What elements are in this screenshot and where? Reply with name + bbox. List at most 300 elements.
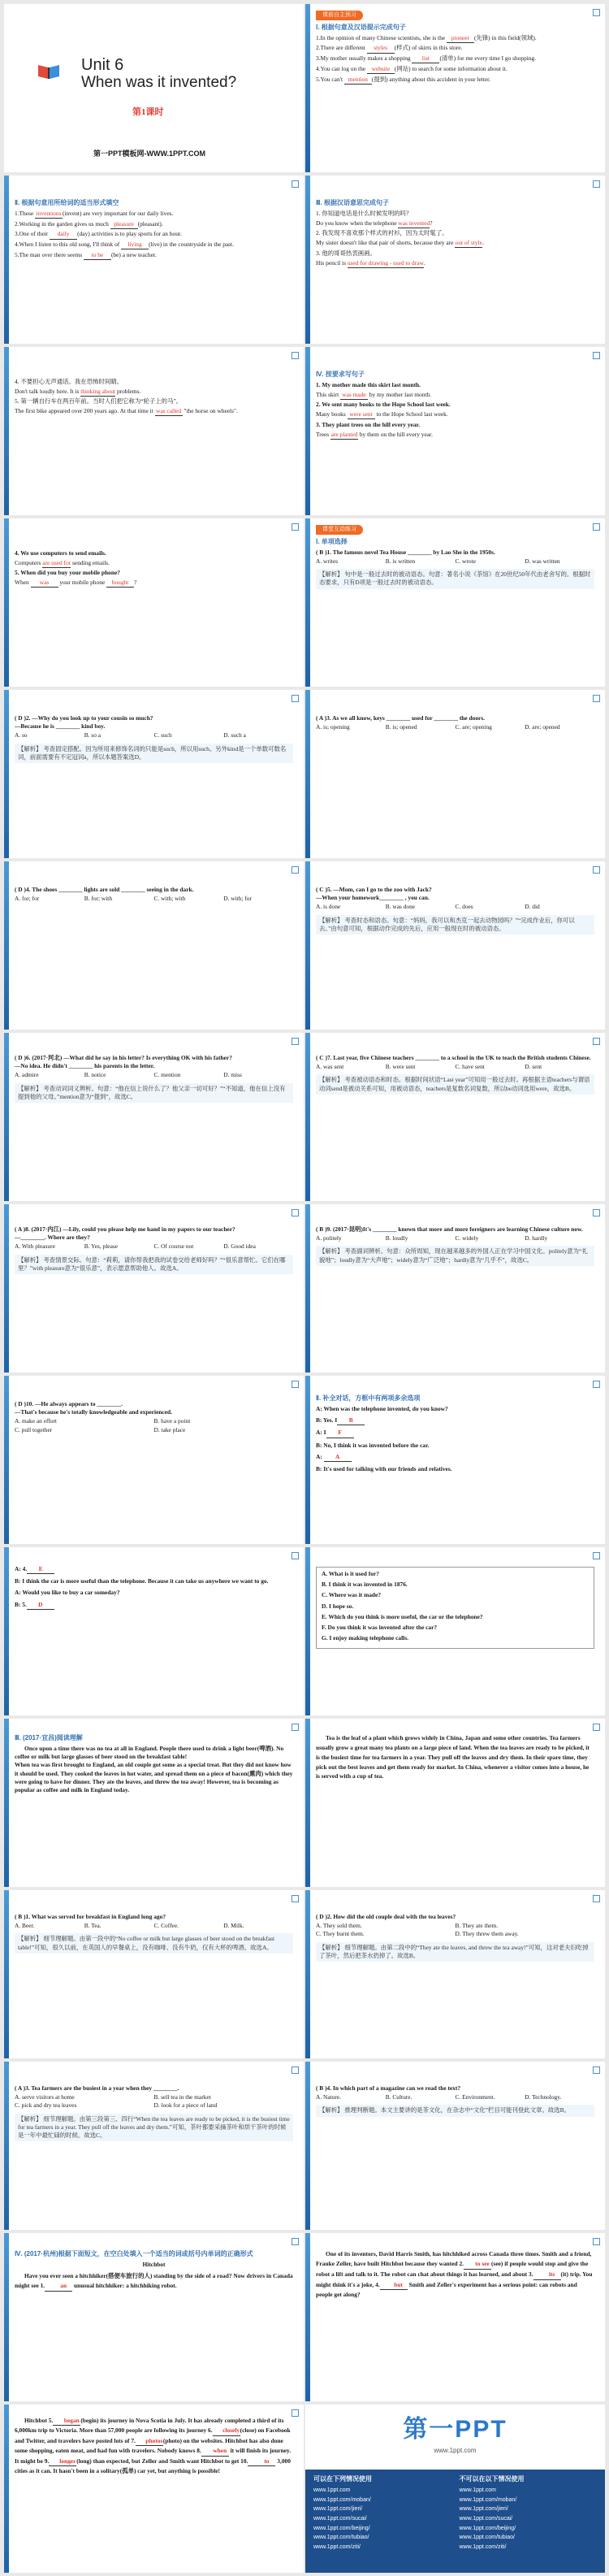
slide-20 bbox=[305, 1547, 605, 1715]
slide-25 bbox=[4, 2062, 304, 2230]
option[interactable]: B. loudly bbox=[385, 1234, 408, 1242]
ad-link[interactable]: www.1ppt.com bbox=[459, 2487, 497, 2494]
options-row bbox=[15, 1922, 293, 1930]
exercise-line bbox=[316, 219, 594, 228]
section-heading: Ⅲ. 根据汉语意思完成句子 bbox=[316, 199, 389, 206]
ad-link[interactable]: www.1ppt.com/ziti/ bbox=[313, 2543, 361, 2550]
option[interactable]: C. wrote bbox=[455, 557, 476, 565]
text-fragment: Many books bbox=[316, 410, 348, 418]
slide-13 bbox=[4, 1033, 304, 1201]
dialogue-line bbox=[316, 1429, 594, 1438]
dialogue-line bbox=[316, 1416, 594, 1425]
slide-21 bbox=[4, 1719, 304, 1887]
slide-9 bbox=[4, 690, 304, 858]
option[interactable]: A. serve visitors at home bbox=[15, 2093, 75, 2101]
slide-15 bbox=[4, 1204, 304, 1373]
answer-blank: A bbox=[324, 1453, 352, 1462]
original-sentence: 4. We use computers to send emails. bbox=[15, 549, 106, 557]
ad-link[interactable]: www.1ppt.com/sucai/ bbox=[459, 2516, 513, 2522]
dialogue-line bbox=[15, 1601, 293, 1610]
slide-22 bbox=[305, 1719, 605, 1887]
option[interactable]: A. They sold them. bbox=[316, 1922, 362, 1930]
text-fragment: Computers bbox=[15, 558, 43, 566]
text-fragment: ? bbox=[430, 219, 433, 227]
text-fragment: When bbox=[15, 579, 31, 587]
text-fragment: When I listen to this old song, I'll think of bbox=[19, 241, 122, 249]
page-title: When was it invented? bbox=[81, 74, 237, 91]
section-heading: Ⅲ. (2017·宜昌)阅读理解 bbox=[15, 1734, 83, 1741]
option[interactable]: D. They threw them away. bbox=[455, 1930, 519, 1938]
text-fragment: (be) a new teacher. bbox=[110, 250, 157, 258]
options-row bbox=[316, 1922, 594, 1938]
answer-blank: E bbox=[27, 1565, 54, 1574]
exercise-line bbox=[15, 388, 293, 397]
allowed-title: 可以在下列情况使用 bbox=[313, 2475, 372, 2483]
option[interactable]: B. so a bbox=[84, 731, 102, 739]
text-fragment: (清单) for me every time I go shopping. bbox=[439, 54, 537, 63]
answer-blank: list bbox=[412, 54, 439, 63]
answer-blank: out of style bbox=[455, 239, 482, 248]
disallowed-title: 不可以在以下情况使用 bbox=[459, 2475, 525, 2483]
dialogue-line bbox=[316, 1465, 594, 1473]
explanation: 【解析】 考查副词辨析。句意：众所周知，现在越来越多的外国人正在学习中国文化。politely意为“礼貌地”；loudly意为“大声地”；widely意为“广泛地”；hardly意为“几乎不”，故选C。 bbox=[316, 1246, 594, 1265]
title-slide bbox=[4, 4, 304, 172]
option[interactable]: D. with; for bbox=[223, 895, 252, 903]
ad-link[interactable]: www.1ppt.com/ziti/ bbox=[459, 2543, 507, 2550]
text-fragment: The man over there seems bbox=[19, 250, 84, 258]
option[interactable]: B. for; with bbox=[84, 895, 113, 903]
option[interactable]: A. writes bbox=[316, 557, 339, 565]
question-stem: ( D )10. —He always appears to ________. —That's because he's totally knowledgeable and experienced. bbox=[15, 1400, 173, 1416]
answer-blank: are used for bbox=[42, 559, 71, 568]
text-fragment: by them on the hill every year. bbox=[358, 430, 433, 438]
text-fragment: (day) activities is to play sports for an hour. bbox=[77, 230, 182, 238]
question-stem: ( B )1. What was served for breakfast in England long ago? bbox=[15, 1913, 166, 1920]
question-stem: ( D )4. The shoes ________ lights are sold ________ seeing in the dark. bbox=[15, 886, 194, 893]
text-fragment: by my mother last month. bbox=[367, 390, 431, 398]
blank-number: 4. bbox=[22, 1565, 28, 1572]
section-heading: Ⅰ. 根据句意及汉语提示完成句子 bbox=[316, 23, 406, 31]
explanation: 【解析】 考查动词词义辨析。句意：“他在信上说什么了？他父亲一切可好？”“不知道，他在信上没有提到他的父母。”mention意为“提到”，故选C。 bbox=[15, 1083, 293, 1103]
option[interactable]: B. sell tea in the market bbox=[153, 2093, 211, 2101]
text-fragment: One of their bbox=[19, 230, 50, 238]
option[interactable]: C. They burnt them. bbox=[316, 1930, 365, 1938]
chinese-prompt: 1. 你知道电话是什么时候发明的吗？ bbox=[316, 210, 412, 218]
slide-28 bbox=[305, 2233, 605, 2401]
text-fragment: 5. bbox=[15, 250, 19, 258]
question-stem: ( A )3. As we all know, keys ________ used for ________ the doors. bbox=[316, 714, 486, 722]
question-stem: ( C )5. —Mom, can I go to the zoo with Jack? —When your homework________ , you can. bbox=[316, 886, 432, 902]
option[interactable]: D. did bbox=[525, 903, 540, 911]
box-option: G. I enjoy making telephone calls. bbox=[322, 1634, 408, 1642]
text-fragment: (样式) of skirts in this store. bbox=[394, 44, 463, 52]
answer-blank: are planted bbox=[330, 431, 358, 440]
text-fragment: Don't talk loudly here. It is bbox=[15, 387, 81, 395]
ad-link[interactable]: www.1ppt.com/tubiao/ bbox=[313, 2535, 369, 2541]
exercise-line bbox=[316, 259, 594, 268]
answer-blank: pioneer bbox=[447, 34, 474, 43]
option[interactable]: A. for; for bbox=[15, 895, 40, 903]
options-box bbox=[316, 1567, 594, 1649]
answer-blank: inventions bbox=[35, 210, 63, 219]
ad-link[interactable]: www.1ppt.com/moban/ bbox=[313, 2496, 371, 2503]
option[interactable]: C. pull together bbox=[15, 1425, 53, 1433]
text-fragment: 2. bbox=[316, 44, 321, 52]
options-row bbox=[316, 557, 594, 566]
book-icon bbox=[37, 63, 61, 80]
slide-30-ad bbox=[305, 2405, 605, 2573]
slide-27 bbox=[4, 2233, 304, 2401]
slide-19 bbox=[4, 1547, 304, 1715]
text-fragment: There are different bbox=[320, 44, 367, 52]
option[interactable]: D. miss bbox=[223, 1071, 242, 1079]
exercise-line bbox=[316, 410, 594, 419]
text-fragment: to the Hope School last week. bbox=[374, 410, 448, 418]
ad-link[interactable]: www.1ppt.com/sucai/ bbox=[313, 2516, 367, 2522]
explanation: 【解析】 细节理解题。由第二段中的“They ate the leaves, and threw the tea away!”可知，这对老夫妇吃掉了茶叶，然后把茶水扔掉了。故选B。 bbox=[316, 1942, 594, 1962]
text-fragment: 3. bbox=[316, 54, 321, 63]
exercise-line bbox=[15, 230, 293, 239]
option[interactable]: B. was done bbox=[385, 903, 416, 911]
speaker: A: bbox=[316, 1429, 322, 1437]
section-heading: Ⅱ. 补全对话，方框中有两项多余选项 bbox=[316, 1394, 421, 1402]
box-option: E. Which do you think is more useful, the car or the telephone? bbox=[322, 1612, 483, 1620]
option[interactable]: A. politely bbox=[316, 1234, 342, 1242]
exercise-line bbox=[316, 431, 594, 440]
section-heading: Ⅳ. 按要求写句子 bbox=[316, 371, 365, 378]
answer-blank: thinking about bbox=[80, 388, 115, 397]
option[interactable]: C. are; opening bbox=[455, 723, 492, 731]
original-sentence: 2. We sent many books to the Hope School last week. bbox=[316, 401, 451, 409]
option[interactable]: C. Environment. bbox=[455, 2093, 495, 2101]
text-fragment: You can log on the bbox=[320, 64, 367, 72]
ad-link[interactable]: www.1ppt.com/beijing/ bbox=[313, 2525, 370, 2531]
slide-12 bbox=[305, 861, 605, 1030]
option[interactable]: B. They ate them. bbox=[455, 1922, 499, 1930]
exercise-line bbox=[15, 241, 293, 249]
option[interactable]: C. pick and dry tea leaves bbox=[15, 2101, 77, 2110]
chinese-prompt: 3. 他的哥哥热衷画画。 bbox=[316, 249, 376, 257]
option[interactable]: D. Technology. bbox=[525, 2093, 562, 2101]
slide-24 bbox=[305, 1890, 605, 2058]
option[interactable]: B. Tea. bbox=[84, 1922, 102, 1930]
option[interactable]: C. Of course not bbox=[153, 1242, 194, 1251]
section-heading: Ⅱ. 根据句意用所给词的适当形式填空 bbox=[15, 199, 119, 206]
option[interactable]: A. was sent bbox=[316, 1063, 344, 1071]
question-stem: ( B )9. (2017·昆明)It's ________ known that more and more foreigners are learning Chinese culture now. bbox=[316, 1225, 583, 1233]
options-row bbox=[15, 1242, 293, 1251]
option[interactable]: A. so bbox=[15, 731, 28, 739]
answer-blank: B bbox=[337, 1416, 365, 1425]
option[interactable]: B. notice bbox=[84, 1071, 106, 1079]
dialogue-text: Yes. I bbox=[322, 1416, 338, 1425]
dialogue-line bbox=[15, 1589, 293, 1597]
slide-3 bbox=[4, 176, 304, 344]
original-sentence: 3. They plant trees on the hill every year. bbox=[316, 420, 420, 428]
option[interactable]: A. make an effort bbox=[15, 1417, 57, 1425]
answer-blank: website bbox=[367, 65, 395, 74]
text-fragment: His pencil is bbox=[316, 258, 348, 267]
question-stem: ( C )7. Last year, five Chinese teachers ________ to a school in the UK to teach the British students Chinese. bbox=[316, 1054, 591, 1061]
text-fragment: 1. bbox=[15, 210, 19, 218]
dialogue-text: No, I think it was invented before the car. bbox=[323, 1441, 430, 1449]
box-option: B. I think it was invented in 1876. bbox=[322, 1581, 408, 1589]
dialogue-line bbox=[15, 1565, 293, 1574]
speaker: B: bbox=[316, 1465, 322, 1473]
options-row bbox=[316, 903, 594, 911]
explanation: 【解析】 考查情景交际。句意：“莉莉，请你帮我把我的试卷交给老师好吗？”“很乐意帮忙。它们在哪里？”with pleasure意为“很乐意”，表示愿意帮助他人。故选A。 bbox=[15, 1255, 293, 1274]
speaker: B: bbox=[15, 1577, 21, 1585]
slide-18 bbox=[305, 1376, 605, 1544]
option[interactable]: A. With pleasure bbox=[15, 1242, 55, 1251]
exercise-line bbox=[15, 251, 293, 260]
text-fragment: (提到) anything about this accident in your letter. bbox=[371, 75, 491, 83]
text-fragment: . bbox=[482, 239, 485, 247]
question-stem: ( D )2. —Why do you look up to your cousin so much? —Because he is ________ kind boy. bbox=[15, 714, 153, 731]
option[interactable]: C. widely bbox=[455, 1234, 479, 1242]
section-heading: Ⅰ. 单项选择 bbox=[316, 537, 348, 545]
dialogue-line bbox=[316, 1453, 594, 1462]
speaker: B: bbox=[15, 1600, 21, 1608]
text-fragment: (live) in the countryside in the past. bbox=[149, 241, 234, 249]
text-fragment: You can't bbox=[320, 75, 344, 83]
text-fragment: 2. bbox=[15, 219, 19, 228]
explanation: 【解析】 句中是一般过去时的被动语态。句意：著名小说《茶馆》在20世纪50年代由老舍写的。根据时态要求，只有D项是一般过去时的被动语态。 bbox=[316, 569, 594, 588]
answer-blank: was made bbox=[340, 391, 368, 400]
ad-link[interactable]: www.1ppt.com bbox=[313, 2487, 351, 2494]
exercise-line bbox=[316, 44, 594, 53]
options-row bbox=[15, 1417, 293, 1433]
box-option: F. Do you think it was invented after the car? bbox=[322, 1624, 438, 1632]
question-stem: ( D )6. (2017·河北) —What did he say in his letter? Is everything OK with his father? —No idea. He didn't ________ his parents in the letter. bbox=[15, 1054, 232, 1070]
text-fragment: 4. bbox=[15, 241, 19, 249]
options-row bbox=[316, 723, 594, 731]
text-fragment: your mobile phone bbox=[58, 579, 107, 587]
slide-14 bbox=[305, 1033, 605, 1201]
slide-4 bbox=[305, 176, 605, 344]
option[interactable]: D. look for a piece of land bbox=[153, 2101, 218, 2110]
answer-blank: mention bbox=[344, 76, 372, 85]
option[interactable]: D. such a bbox=[223, 731, 246, 739]
text-fragment: 5. bbox=[316, 75, 321, 83]
ad-link[interactable]: www.1ppt.com/tubiao/ bbox=[459, 2535, 515, 2541]
unit-label: Unit 6 bbox=[81, 56, 124, 74]
slide-17 bbox=[4, 1376, 304, 1544]
text-fragment: problems. bbox=[115, 387, 141, 395]
option[interactable]: C. with; with bbox=[153, 895, 186, 903]
answer-blank: bought bbox=[106, 579, 134, 588]
option[interactable]: B. were sent bbox=[385, 1063, 416, 1071]
slide-8 bbox=[305, 518, 605, 687]
option[interactable]: D. are; opened bbox=[525, 723, 560, 731]
reading-passage: Tea is the leaf of a plant which grows widely in China, Japan and some other countries. Tea farmers usually grow a great many tea plants on a large piece of land. When the tea leaves are ready to be picked, it is the busiest time for tea farmers in a year. They pull off the leaves and dry them. In their spare time, they pick out the best leaves and get them ready for market. In China, whenever a visitor comes into a house, he is served with a cup of tea. bbox=[316, 1734, 590, 1780]
option[interactable]: A. Nature. bbox=[316, 2093, 341, 2101]
option[interactable]: B. have a point bbox=[153, 1417, 191, 1425]
original-sentence: 5. When did you buy your mobile phone? bbox=[15, 569, 120, 577]
option[interactable]: A. is done bbox=[316, 903, 341, 911]
text-fragment: My sister doesn't like that pair of shorts, because they are bbox=[316, 239, 456, 247]
question-stem: ( B )4. In which part of a magazine can we read the text? bbox=[316, 2084, 461, 2092]
option[interactable]: B. Yes, please bbox=[84, 1242, 119, 1251]
dialogue-text: I bbox=[323, 1429, 326, 1437]
option[interactable]: B. is; opened bbox=[385, 723, 417, 731]
text-fragment: (网站) to search for some information about it. bbox=[394, 64, 508, 72]
chinese-prompt: 4. 不要担心无声通话。我在恐怖时间睛。 bbox=[15, 378, 123, 385]
explanation: 【解析】 考查时态和语态。句意：“妈妈，我可以和杰克一起去动物园吗？”“完成作业后，你可以去。”由句意可知，根据动作完成的先后，应用一般现在时的被动语态。 bbox=[316, 915, 594, 935]
options-row bbox=[316, 1063, 594, 1071]
dialogue-line bbox=[316, 1442, 594, 1450]
dialogue-line bbox=[15, 1577, 293, 1585]
text-fragment: These bbox=[19, 210, 36, 218]
answer-blank: to be bbox=[84, 251, 111, 260]
exercise-line bbox=[15, 407, 293, 416]
option[interactable]: D. take place bbox=[153, 1425, 186, 1433]
slide-11 bbox=[4, 861, 304, 1030]
speaker: A: bbox=[15, 1589, 21, 1597]
reading-passage: Hitchbot 5. began (begin) its journey in Nova Scotia in July. It has already completed a third of its 6,000km trip to Victoria. More than 57,000 people are following its journey 6. closely(close) on Facebook and Twitter, and travelers have posted lots of 7. photos(photo) on the websites. Hitchbot has also done some shopping, eaten meat, and had fun with travelers. Nobody knows 8. when it will finish its journey. It might be 9. longer(long) than expected, but Zeller and Smith want Hitchbot to get 10. to 3,000 cities as it can. It hasn't been in a solitary(孤单) car yet, but anything is possible! bbox=[15, 2417, 292, 2475]
text-fragment: 3. bbox=[15, 230, 19, 238]
text-fragment: Do you know when the telephone bbox=[316, 219, 399, 227]
options-row bbox=[15, 895, 293, 903]
text-fragment: (invent) are very important for our daily lives. bbox=[63, 210, 174, 218]
slide-7 bbox=[4, 518, 304, 687]
lesson-label: 第1课时 bbox=[132, 107, 164, 117]
text-fragment: 4. bbox=[316, 64, 321, 72]
option[interactable]: C. Coffee. bbox=[153, 1922, 179, 1930]
text-fragment: In the opinion of many Chinese scientists, she is the bbox=[320, 33, 447, 41]
slide-16 bbox=[305, 1204, 605, 1373]
brand-logo: 第一PPT bbox=[403, 2416, 508, 2443]
ad-link[interactable]: www.1ppt.com/jieri/ bbox=[459, 2506, 508, 2513]
slide-23 bbox=[4, 1890, 304, 2058]
explanation: 【解析】 细节理解题。由第三段第三、四行“When the tea leaves are ready to be picked, it is the busiest time for tea farmers in a year. They pull off the leaves and dry them.”可知，茶叶都要采摘茶叶和烘干茶叶的时候是一年中最忙碌的时候。故选C。 bbox=[15, 2114, 293, 2142]
answer-blank: was bbox=[31, 579, 58, 588]
exercise-line bbox=[15, 220, 293, 229]
text-fragment: The first bike appeared over 200 years ago. At that time it bbox=[15, 407, 155, 415]
exercise-line bbox=[316, 239, 594, 248]
explanation: 【解析】 考查固定搭配。因为所用来修饰名词的只能是such，所以用such。另外kind是一个单数可数名词，前面需要有不定冠词a，所以本题答案选D。 bbox=[15, 744, 293, 763]
dialogue-text: I think the car is more useful than the telephone. Because it can take us anywhere we want to go. bbox=[22, 1577, 269, 1585]
chinese-prompt: 2. 我发现不喜欢那个样式的衬衫，因为太时髦了。 bbox=[316, 229, 448, 237]
option[interactable]: C. have sent bbox=[455, 1063, 485, 1071]
answer-blank: was called bbox=[155, 407, 183, 416]
passage-title: Hitchbot bbox=[142, 2261, 166, 2269]
text-fragment: (先锋) in this field(领域). bbox=[473, 33, 537, 41]
blank-number: 5. bbox=[22, 1600, 27, 1608]
speaker: A: bbox=[316, 1452, 322, 1460]
option[interactable]: D. was written bbox=[525, 557, 560, 565]
box-option: C. Where was it made? bbox=[322, 1591, 382, 1599]
answer-blank: daily bbox=[50, 230, 77, 239]
slide-26 bbox=[305, 2062, 605, 2230]
speaker: A: bbox=[15, 1565, 21, 1572]
ad-link[interactable]: www.1ppt.com/jieri/ bbox=[313, 2506, 363, 2513]
ad-link[interactable]: www.1ppt.com/beijing/ bbox=[459, 2525, 516, 2531]
slide-29 bbox=[4, 2405, 304, 2573]
options-row bbox=[316, 2093, 594, 2101]
section-tag: 课堂互动练习 bbox=[316, 525, 363, 535]
section-heading: Ⅳ. (2017·杭州)根据下面短文，在空白处填入一个适当的词或括号内单词的正确形式 bbox=[15, 2250, 253, 2257]
box-option: A. What is it used for? bbox=[322, 1570, 379, 1577]
reading-passage: Once upon a time there was no tea at all in England. People there used to drink a light beer(啤酒). No coffee or milk but large glasses of beer stood on the breakfast table! When tea was first brought to England, an old couple got some as a special treat. But they did not know how it should be used. They cooked the leaves in hot water, and spread them on a piece of bacon(熏肉) which they were going to have for dinner. They ate the leaves, and threw the tea away! However, tea is becoming as popular as coffee and milk in England today. bbox=[15, 1745, 293, 1794]
text-fragment: My mother usually makes a shopping bbox=[320, 54, 412, 63]
exercise-line bbox=[316, 65, 594, 74]
answer-blank: styles bbox=[367, 44, 395, 53]
dialogue-line bbox=[316, 1405, 594, 1413]
answer-blank: D bbox=[27, 1601, 54, 1610]
option[interactable]: D. Good idea bbox=[223, 1242, 256, 1251]
exercise-line bbox=[316, 54, 594, 63]
explanation: 【解析】 推理判断题。本文主要讲的是茶文化，在杂志中“文化”栏目可能刊登此文章。故选B。 bbox=[316, 2105, 594, 2116]
ad-link[interactable]: www.1ppt.com/moban/ bbox=[459, 2496, 517, 2503]
explanation: 【解析】 考查被动语态和时态。根据时间状语“Last year”可知用一般过去时。再根据主语teachers与谓语动词send是被动关系可知，用被动语态，teachers是复数名词复数，所以be动词选用were，故选B。 bbox=[316, 1074, 594, 1094]
answer-blank: used for drawing - used to draw bbox=[348, 259, 424, 268]
option[interactable]: C. does bbox=[455, 903, 473, 911]
text-fragment: Working in the garden gives us much bbox=[19, 219, 110, 228]
exercise-line bbox=[316, 34, 594, 43]
option[interactable]: C. mention bbox=[153, 1071, 181, 1079]
option[interactable]: B. is written bbox=[385, 557, 416, 565]
text-fragment: . bbox=[423, 258, 425, 267]
dialogue-text: Would you like to buy a car someday? bbox=[22, 1589, 120, 1597]
option[interactable]: D. sent bbox=[525, 1063, 542, 1071]
text-fragment: 1. bbox=[316, 33, 321, 41]
question-stem: ( B )1. The famous novel Tea House ________ by Lao She in the 1950s. bbox=[316, 548, 495, 556]
question-stem: ( A )3. Tea farmers are the busiest in a year when they ________. bbox=[15, 2084, 179, 2092]
answer-blank: were sent bbox=[348, 410, 375, 419]
speaker: A: bbox=[316, 1405, 322, 1413]
slide-10 bbox=[305, 690, 605, 858]
options-row bbox=[15, 2093, 293, 2110]
answer-blank: pleasure bbox=[110, 220, 138, 229]
section-tag: 课前自主预习 bbox=[316, 11, 363, 20]
option[interactable]: D. Milk. bbox=[223, 1922, 244, 1930]
reading-passage: One of its inventors, David Harris Smith, has hitchhiked across Canada three times. Smith and a friend, Frauke Zeller, have built Hitchbot because they wanted 2. to see (see) if people would stop and give the robot a lift and talk to it. The robot can chat about things it has learned, and about 3. its (it) trip. You might think it's a joke, 4. but Smith and Zeller's experiment has a serious point: can robots and people get along? bbox=[316, 2250, 593, 2299]
chinese-prompt: 5. 第一辆自行车在两百年前。当时人们把它称为“轮子上的马”。 bbox=[15, 397, 183, 405]
speaker: B: bbox=[316, 1441, 322, 1449]
exercise-line bbox=[316, 391, 594, 400]
text-fragment: "the horse on wheels". bbox=[182, 407, 238, 415]
answer-blank: F bbox=[326, 1429, 354, 1438]
site-label: 第一PPT模板网-WWW.1PPT.COM bbox=[93, 150, 205, 158]
option[interactable]: A. is; opening bbox=[316, 723, 350, 731]
text-fragment: Trees bbox=[316, 430, 330, 438]
text-fragment: sending emails. bbox=[71, 558, 110, 566]
dialogue-text: It's used for talking with our friends and relatives. bbox=[323, 1465, 452, 1473]
exercise-line bbox=[15, 559, 293, 568]
text-fragment: This skirt bbox=[316, 390, 340, 398]
option[interactable]: D. hardly bbox=[525, 1234, 548, 1242]
question-stem: ( A )8. (2017·内江) —Lily, could you please help me hand in my papers to our teacher? —________. Where are they? bbox=[15, 1225, 235, 1242]
option[interactable]: B. Culture. bbox=[385, 2093, 412, 2101]
option[interactable]: A. Beer. bbox=[15, 1922, 35, 1930]
options-row bbox=[15, 1071, 293, 1079]
exercise-line bbox=[316, 76, 594, 85]
answer-blank: was invented bbox=[398, 219, 430, 228]
explanation: 【解析】 细节理解题。由第一段中的“No coffee or milk but large glasses of beer stood on the breakfast table!”可知，很久以前，在英国人的早餐桌上，没有咖啡、没有牛奶，仅有大杯的啤酒。故选A。 bbox=[15, 1933, 293, 1953]
slide-2 bbox=[305, 4, 605, 172]
text-fragment: (pleasant). bbox=[137, 219, 163, 228]
options-row bbox=[15, 731, 293, 739]
reading-passage: Have you ever seen a hitchhiker(搭便车旅行的人) standing by the side of a road? Now drivers in Canada might see 1. an unusual hitchhiker: a hitchhiking robot. bbox=[15, 2271, 293, 2292]
slide-5 bbox=[4, 347, 304, 515]
dialogue-text: When was the telephone invented, do you know? bbox=[323, 1405, 448, 1413]
brand-url: www.1ppt.com bbox=[434, 2447, 477, 2455]
options-row bbox=[316, 1234, 594, 1242]
option[interactable]: A. admire bbox=[15, 1071, 39, 1079]
text-fragment: ? bbox=[134, 579, 137, 587]
option[interactable]: C. such bbox=[153, 731, 172, 739]
